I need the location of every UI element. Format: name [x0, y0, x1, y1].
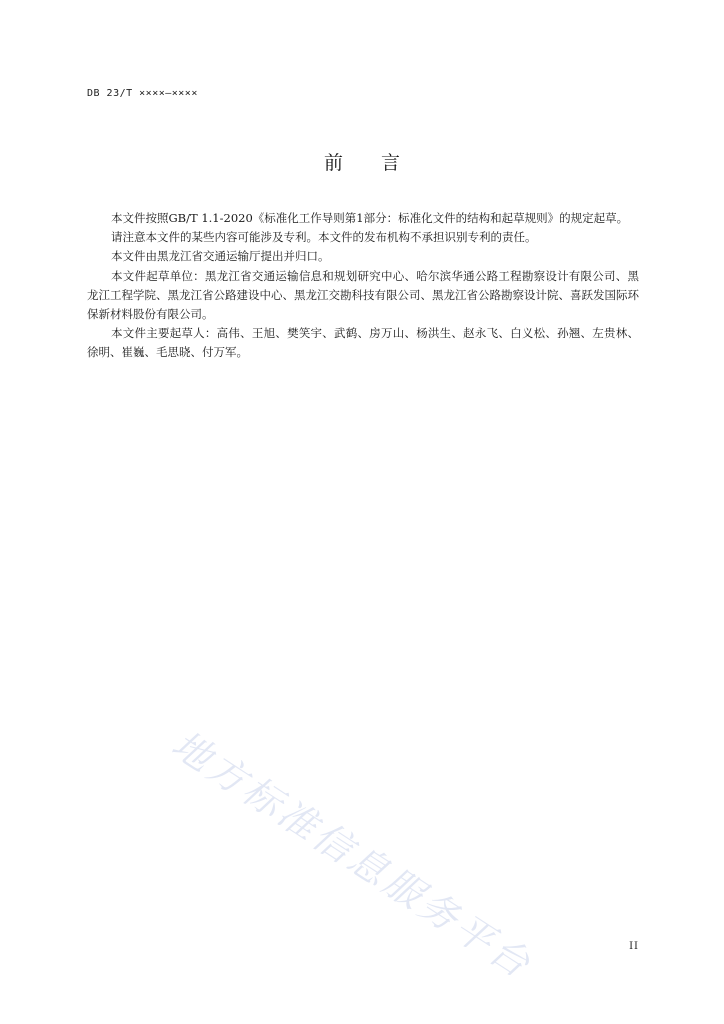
document-code: DB 23/T ××××—×××× [87, 88, 198, 99]
paragraph-drafting-rules: 本文件按照GB/T 1.1-2020《标准化工作导则第1部分：标准化文件的结构和起草规则》的规定起草。 [111, 211, 629, 225]
watermark-text: 地方标准信息服务平台 [164, 721, 541, 988]
paragraph-drafting-units: 本文件起草单位：黑龙江省交通运输信息和规划研究中心、哈尔滨华通公路工程勘察设计有限公司、黑龙江工程学院、黑龙江省公路建设中心、黑龙江交勘科技有限公司、黑龙江省公路勘察设计院、喜跃发国际环保新材料股份有限公司。 [87, 268, 639, 322]
paragraph-proposer: 本文件由黑龙江省交通运输厅提出并归口。 [111, 249, 330, 264]
page-title: 前言 [323, 152, 438, 174]
page-number: II [629, 941, 639, 952]
paragraph-drafters: 本文件主要起草人：高伟、王旭、樊笑宇、武鹤、房万山、杨洪生、赵永飞、白义松、孙翘、左贵林、徐明、崔巍、毛思晓、付万军。 [87, 326, 639, 360]
paragraph-patent-notice: 请注意本文件的某些内容可能涉及专利。本文件的发布机构不承担识别专利的责任。 [111, 230, 537, 245]
foreword-body [87, 209, 639, 363]
